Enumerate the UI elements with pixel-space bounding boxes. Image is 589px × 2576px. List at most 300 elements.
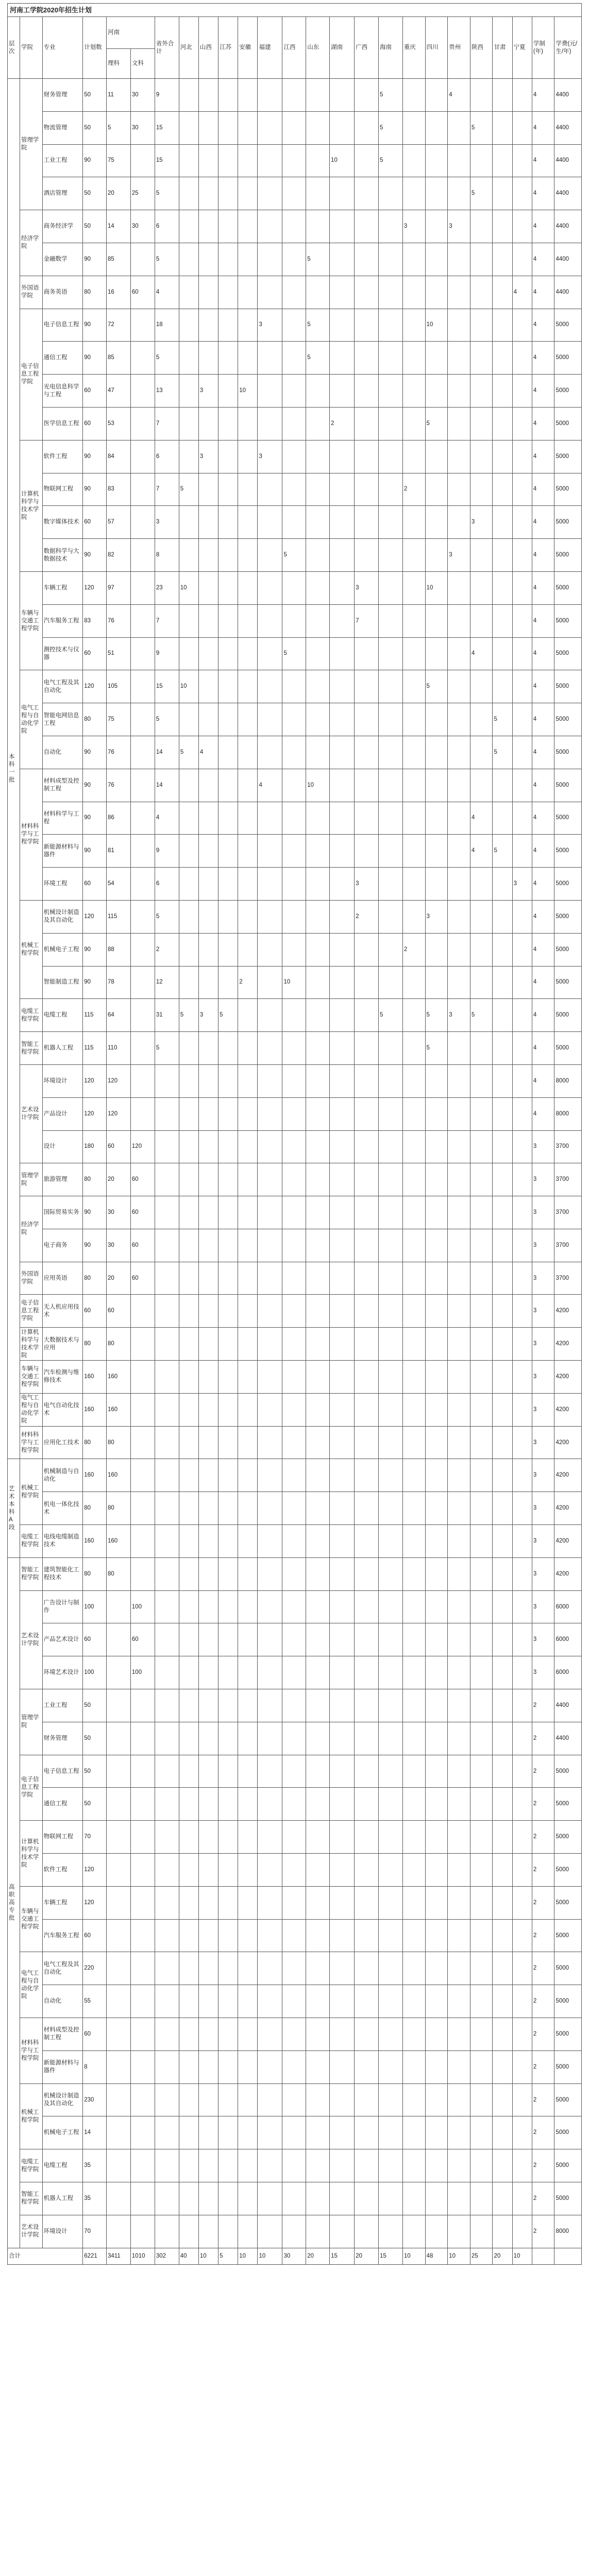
province-cell bbox=[355, 2050, 379, 2083]
province-cell bbox=[425, 2083, 448, 2116]
province-cell bbox=[402, 79, 425, 112]
province-cell bbox=[402, 1886, 425, 1919]
out-total-cell bbox=[155, 2050, 179, 2083]
province-cell bbox=[493, 2149, 512, 2182]
province-cell bbox=[306, 1328, 330, 1361]
province-cell bbox=[493, 1032, 512, 1065]
province-cell bbox=[179, 2018, 198, 2051]
province-cell bbox=[179, 2083, 198, 2116]
province-cell: 5 bbox=[470, 999, 493, 1032]
arts-cell bbox=[130, 966, 155, 999]
total-province: 40 bbox=[179, 2248, 198, 2264]
out-total-cell bbox=[155, 1525, 179, 1558]
province-cell bbox=[258, 473, 282, 506]
major-cell: 新能源材料与器件 bbox=[42, 835, 83, 868]
province-cell bbox=[218, 1886, 238, 1919]
province-cell bbox=[282, 1886, 306, 1919]
province-cell bbox=[512, 769, 532, 802]
province-cell bbox=[258, 506, 282, 539]
out-total-cell bbox=[155, 1755, 179, 1788]
province-cell bbox=[493, 1985, 512, 2018]
province-cell bbox=[493, 1393, 512, 1426]
years-cell: 4 bbox=[532, 144, 554, 177]
total-province: 48 bbox=[425, 2248, 448, 2264]
province-cell bbox=[198, 1886, 218, 1919]
province-cell bbox=[355, 637, 379, 670]
province-cell bbox=[402, 407, 425, 440]
province-cell bbox=[379, 637, 403, 670]
province-cell bbox=[512, 2182, 532, 2215]
fee-cell: 4200 bbox=[554, 1328, 582, 1361]
province-cell: 3 bbox=[448, 210, 470, 243]
province-cell: 10 bbox=[306, 769, 330, 802]
province-cell bbox=[258, 1623, 282, 1656]
major-cell: 物联网工程 bbox=[42, 1821, 83, 1854]
header-major: 专业 bbox=[42, 17, 83, 79]
province-cell bbox=[330, 2083, 355, 2116]
major-cell: 机械制造与自动化 bbox=[42, 1459, 83, 1492]
province-cell bbox=[258, 637, 282, 670]
table-row bbox=[8, 769, 582, 802]
province-cell bbox=[282, 1722, 306, 1755]
out-total-cell bbox=[155, 1130, 179, 1163]
years-cell: 4 bbox=[532, 473, 554, 506]
province-cell bbox=[512, 900, 532, 933]
province-cell bbox=[512, 1952, 532, 1985]
science-cell: 30 bbox=[107, 1229, 131, 1262]
province-cell bbox=[448, 1656, 470, 1689]
science-cell: 72 bbox=[107, 309, 131, 342]
out-total-cell: 9 bbox=[155, 79, 179, 112]
province-cell bbox=[355, 440, 379, 473]
arts-cell bbox=[130, 309, 155, 342]
province-cell bbox=[512, 1130, 532, 1163]
major-cell: 设计 bbox=[42, 1130, 83, 1163]
province-cell bbox=[379, 309, 403, 342]
province-cell bbox=[379, 1426, 403, 1459]
province-cell bbox=[402, 1656, 425, 1689]
province-cell bbox=[306, 933, 330, 966]
province-cell bbox=[238, 2116, 258, 2149]
province-cell bbox=[330, 1492, 355, 1525]
province-cell bbox=[330, 1722, 355, 1755]
province-cell bbox=[306, 571, 330, 604]
province-cell bbox=[512, 1426, 532, 1459]
out-total-cell bbox=[155, 1229, 179, 1262]
province-cell bbox=[282, 1163, 306, 1196]
province-cell bbox=[258, 1854, 282, 1887]
province-cell bbox=[198, 1623, 218, 1656]
province-cell bbox=[402, 1163, 425, 1196]
province-cell: 5 bbox=[379, 79, 403, 112]
fee-cell: 6000 bbox=[554, 1623, 582, 1656]
science-cell: 160 bbox=[107, 1525, 131, 1558]
table-row bbox=[8, 868, 582, 901]
province-cell bbox=[198, 1525, 218, 1558]
table-row bbox=[8, 571, 582, 604]
province-cell bbox=[238, 1557, 258, 1590]
major-cell: 大数据技术与应用 bbox=[42, 1328, 83, 1361]
province-cell bbox=[198, 309, 218, 342]
province-cell bbox=[330, 243, 355, 276]
province-cell bbox=[379, 1262, 403, 1295]
arts-cell bbox=[130, 2050, 155, 2083]
science-cell: 78 bbox=[107, 966, 131, 999]
province-cell bbox=[218, 1985, 238, 2018]
province-cell bbox=[218, 1854, 238, 1887]
province-cell bbox=[448, 309, 470, 342]
fee-cell: 5000 bbox=[554, 342, 582, 375]
science-cell bbox=[107, 2116, 131, 2149]
province-cell bbox=[512, 670, 532, 703]
college-cell: 电缆工程学院 bbox=[20, 2149, 43, 2182]
arts-cell: 30 bbox=[130, 111, 155, 144]
province-cell bbox=[238, 1854, 258, 1887]
province-cell bbox=[330, 1821, 355, 1854]
province-cell bbox=[218, 2149, 238, 2182]
province-cell bbox=[425, 1623, 448, 1656]
province-cell bbox=[258, 1328, 282, 1361]
years-cell: 2 bbox=[532, 1821, 554, 1854]
college-cell: 计算机科学与技术学院 bbox=[20, 440, 43, 571]
out-total-cell bbox=[155, 1985, 179, 2018]
major-cell: 电气自动化技术 bbox=[42, 1393, 83, 1426]
province-cell bbox=[330, 473, 355, 506]
years-cell: 4 bbox=[532, 539, 554, 572]
province-cell bbox=[512, 1788, 532, 1821]
province-cell bbox=[379, 1755, 403, 1788]
out-total-cell: 4 bbox=[155, 276, 179, 309]
province-cell bbox=[330, 375, 355, 408]
province-cell bbox=[179, 1755, 198, 1788]
province-cell bbox=[258, 703, 282, 736]
province-cell bbox=[493, 111, 512, 144]
province-cell bbox=[198, 1854, 218, 1887]
province-cell bbox=[470, 933, 493, 966]
province-cell bbox=[306, 1097, 330, 1130]
province-cell bbox=[493, 2215, 512, 2248]
science-cell bbox=[107, 1919, 131, 1952]
college-cell: 艺术设计学院 bbox=[20, 1064, 43, 1163]
header-province: 甘肃 bbox=[493, 17, 512, 79]
province-cell bbox=[218, 1064, 238, 1097]
table-row bbox=[8, 1985, 582, 2018]
province-cell bbox=[179, 276, 198, 309]
province-cell bbox=[402, 1361, 425, 1394]
fee-cell: 5000 bbox=[554, 1755, 582, 1788]
province-cell bbox=[179, 1163, 198, 1196]
out-total-cell: 2 bbox=[155, 933, 179, 966]
province-cell bbox=[218, 1393, 238, 1426]
province-cell bbox=[493, 79, 512, 112]
province-cell bbox=[282, 2182, 306, 2215]
total-plan: 6221 bbox=[83, 2248, 107, 2264]
province-cell bbox=[282, 440, 306, 473]
header-province: 宁夏 bbox=[512, 17, 532, 79]
province-cell bbox=[238, 144, 258, 177]
province-cell bbox=[218, 703, 238, 736]
arts-cell bbox=[130, 243, 155, 276]
province-cell bbox=[179, 703, 198, 736]
province-cell bbox=[512, 571, 532, 604]
province-cell bbox=[198, 1656, 218, 1689]
province-cell bbox=[179, 1229, 198, 1262]
province-cell bbox=[198, 210, 218, 243]
major-cell: 电气工程及其自动化 bbox=[42, 1952, 83, 1985]
province-cell bbox=[493, 1919, 512, 1952]
science-cell: 30 bbox=[107, 1196, 131, 1229]
science-cell bbox=[107, 1656, 131, 1689]
province-cell bbox=[448, 1097, 470, 1130]
science-cell bbox=[107, 1985, 131, 2018]
arts-cell bbox=[130, 802, 155, 835]
out-total-cell bbox=[155, 1722, 179, 1755]
table-row bbox=[8, 2050, 582, 2083]
out-total-cell: 7 bbox=[155, 407, 179, 440]
province-cell bbox=[330, 1361, 355, 1394]
province-cell bbox=[512, 2215, 532, 2248]
province-cell bbox=[448, 1919, 470, 1952]
science-cell: 160 bbox=[107, 1459, 131, 1492]
out-total-cell: 5 bbox=[155, 243, 179, 276]
province-cell bbox=[330, 1064, 355, 1097]
province-cell bbox=[402, 1919, 425, 1952]
plan-cell: 80 bbox=[83, 1492, 107, 1525]
province-cell bbox=[218, 210, 238, 243]
plan-cell: 120 bbox=[83, 1064, 107, 1097]
fee-cell: 4400 bbox=[554, 177, 582, 210]
fee-cell: 5000 bbox=[554, 1854, 582, 1887]
province-cell bbox=[448, 1886, 470, 1919]
province-cell bbox=[306, 1229, 330, 1262]
province-cell bbox=[282, 703, 306, 736]
science-cell: 81 bbox=[107, 835, 131, 868]
out-total-cell bbox=[155, 1854, 179, 1887]
province-cell bbox=[258, 539, 282, 572]
province-cell: 2 bbox=[355, 900, 379, 933]
province-cell bbox=[218, 144, 238, 177]
major-cell: 金融数学 bbox=[42, 243, 83, 276]
province-cell bbox=[330, 1656, 355, 1689]
province-cell bbox=[330, 1097, 355, 1130]
province-cell bbox=[402, 1788, 425, 1821]
province-cell bbox=[179, 144, 198, 177]
college-cell: 外国语学院 bbox=[20, 276, 43, 309]
province-cell bbox=[282, 999, 306, 1032]
plan-cell: 80 bbox=[83, 1426, 107, 1459]
plan-cell: 55 bbox=[83, 1985, 107, 2018]
province-cell bbox=[355, 2149, 379, 2182]
province-cell: 5 bbox=[425, 999, 448, 1032]
arts-cell bbox=[130, 1854, 155, 1887]
college-cell: 管理学院 bbox=[20, 1689, 43, 1755]
province-cell bbox=[493, 1755, 512, 1788]
province-cell bbox=[258, 1689, 282, 1722]
plan-cell: 70 bbox=[83, 2215, 107, 2248]
province-cell bbox=[179, 1393, 198, 1426]
major-cell: 产品艺术设计 bbox=[42, 1623, 83, 1656]
province-cell: 5 bbox=[179, 999, 198, 1032]
science-cell bbox=[107, 1623, 131, 1656]
province-cell: 3 bbox=[198, 999, 218, 1032]
province-cell bbox=[512, 703, 532, 736]
province-cell bbox=[198, 111, 218, 144]
major-cell: 应用英语 bbox=[42, 1262, 83, 1295]
province-cell bbox=[448, 933, 470, 966]
province-cell bbox=[306, 407, 330, 440]
province-cell bbox=[258, 1459, 282, 1492]
province-cell bbox=[218, 1525, 238, 1558]
province-cell bbox=[470, 1262, 493, 1295]
province-cell bbox=[379, 1295, 403, 1328]
arts-cell bbox=[130, 407, 155, 440]
province-cell bbox=[355, 736, 379, 769]
province-cell bbox=[470, 2215, 493, 2248]
arts-cell bbox=[130, 1886, 155, 1919]
years-cell: 3 bbox=[532, 1492, 554, 1525]
plan-cell: 90 bbox=[83, 802, 107, 835]
province-cell bbox=[179, 2050, 198, 2083]
plan-cell: 160 bbox=[83, 1459, 107, 1492]
province-cell bbox=[238, 868, 258, 901]
province-cell bbox=[282, 670, 306, 703]
province-cell bbox=[470, 1064, 493, 1097]
fee-cell: 5000 bbox=[554, 802, 582, 835]
plan-cell: 50 bbox=[83, 111, 107, 144]
college-cell: 经济学院 bbox=[20, 210, 43, 276]
province-cell bbox=[198, 342, 218, 375]
plan-cell: 83 bbox=[83, 604, 107, 637]
province-cell bbox=[179, 1886, 198, 1919]
arts-cell: 60 bbox=[130, 1262, 155, 1295]
province-cell bbox=[402, 670, 425, 703]
science-cell: 14 bbox=[107, 210, 131, 243]
table-row bbox=[8, 1689, 582, 1722]
plan-cell: 80 bbox=[83, 703, 107, 736]
province-cell bbox=[425, 243, 448, 276]
province-cell bbox=[330, 506, 355, 539]
province-cell bbox=[512, 1163, 532, 1196]
province-cell bbox=[448, 440, 470, 473]
years-cell: 3 bbox=[532, 1525, 554, 1558]
province-cell bbox=[198, 2116, 218, 2149]
province-cell bbox=[425, 2182, 448, 2215]
arts-cell: 100 bbox=[130, 1590, 155, 1623]
out-total-cell bbox=[155, 2018, 179, 2051]
level-cell: 高职高专批 bbox=[8, 1557, 20, 2248]
province-cell bbox=[470, 966, 493, 999]
province-cell bbox=[402, 2215, 425, 2248]
province-cell bbox=[425, 637, 448, 670]
province-cell bbox=[402, 111, 425, 144]
province-cell bbox=[379, 670, 403, 703]
province-cell bbox=[238, 2182, 258, 2215]
province-cell bbox=[306, 1130, 330, 1163]
table-row bbox=[8, 1426, 582, 1459]
province-cell bbox=[448, 1262, 470, 1295]
province-cell bbox=[425, 736, 448, 769]
province-cell bbox=[330, 933, 355, 966]
province-cell bbox=[470, 1821, 493, 1854]
science-cell: 75 bbox=[107, 703, 131, 736]
province-cell bbox=[282, 177, 306, 210]
province-cell bbox=[448, 670, 470, 703]
province-cell bbox=[258, 604, 282, 637]
province-cell bbox=[512, 440, 532, 473]
province-cell bbox=[355, 2018, 379, 2051]
province-cell bbox=[238, 1130, 258, 1163]
province-cell bbox=[512, 1722, 532, 1755]
province-cell: 10 bbox=[425, 571, 448, 604]
province-cell: 5 bbox=[493, 736, 512, 769]
province-cell bbox=[258, 342, 282, 375]
major-cell: 通信工程 bbox=[42, 342, 83, 375]
province-cell bbox=[470, 868, 493, 901]
province-cell: 5 bbox=[470, 111, 493, 144]
province-cell bbox=[330, 1426, 355, 1459]
province-cell: 5 bbox=[425, 1032, 448, 1065]
plan-cell: 8 bbox=[83, 2050, 107, 2083]
province-cell bbox=[355, 243, 379, 276]
table-row bbox=[8, 1064, 582, 1097]
province-cell bbox=[379, 2018, 403, 2051]
arts-cell: 60 bbox=[130, 276, 155, 309]
college-cell: 电气工程与自动化学院 bbox=[20, 1952, 43, 2018]
province-cell bbox=[179, 966, 198, 999]
province-cell bbox=[402, 1985, 425, 2018]
out-total-cell bbox=[155, 1262, 179, 1295]
major-cell: 机械电子工程 bbox=[42, 933, 83, 966]
province-cell bbox=[218, 571, 238, 604]
province-cell bbox=[448, 1393, 470, 1426]
province-cell bbox=[493, 309, 512, 342]
province-cell bbox=[402, 1623, 425, 1656]
province-cell bbox=[179, 1656, 198, 1689]
province-cell bbox=[282, 1032, 306, 1065]
province-cell bbox=[282, 736, 306, 769]
province-cell bbox=[258, 1656, 282, 1689]
science-cell: 160 bbox=[107, 1361, 131, 1394]
province-cell bbox=[512, 243, 532, 276]
province-cell bbox=[218, 1229, 238, 1262]
college-cell: 电气工程与自动化学院 bbox=[20, 670, 43, 769]
years-cell: 4 bbox=[532, 309, 554, 342]
plan-cell: 90 bbox=[83, 769, 107, 802]
province-cell bbox=[258, 177, 282, 210]
province-cell bbox=[282, 506, 306, 539]
years-cell: 3 bbox=[532, 1459, 554, 1492]
province-cell bbox=[379, 1064, 403, 1097]
out-total-cell bbox=[155, 1821, 179, 1854]
arts-cell: 60 bbox=[130, 1196, 155, 1229]
province-cell bbox=[179, 1525, 198, 1558]
province-cell bbox=[306, 703, 330, 736]
arts-cell: 60 bbox=[130, 1229, 155, 1262]
province-cell bbox=[448, 1295, 470, 1328]
province-cell bbox=[282, 1755, 306, 1788]
province-cell bbox=[355, 1295, 379, 1328]
province-cell bbox=[330, 2116, 355, 2149]
plan-cell: 50 bbox=[83, 79, 107, 112]
province-cell bbox=[330, 309, 355, 342]
province-cell bbox=[179, 2149, 198, 2182]
province-cell bbox=[512, 1393, 532, 1426]
province-cell bbox=[425, 1590, 448, 1623]
out-total-cell bbox=[155, 1097, 179, 1130]
header-province: 湖南 bbox=[330, 17, 355, 79]
province-cell bbox=[179, 210, 198, 243]
province-cell bbox=[355, 966, 379, 999]
